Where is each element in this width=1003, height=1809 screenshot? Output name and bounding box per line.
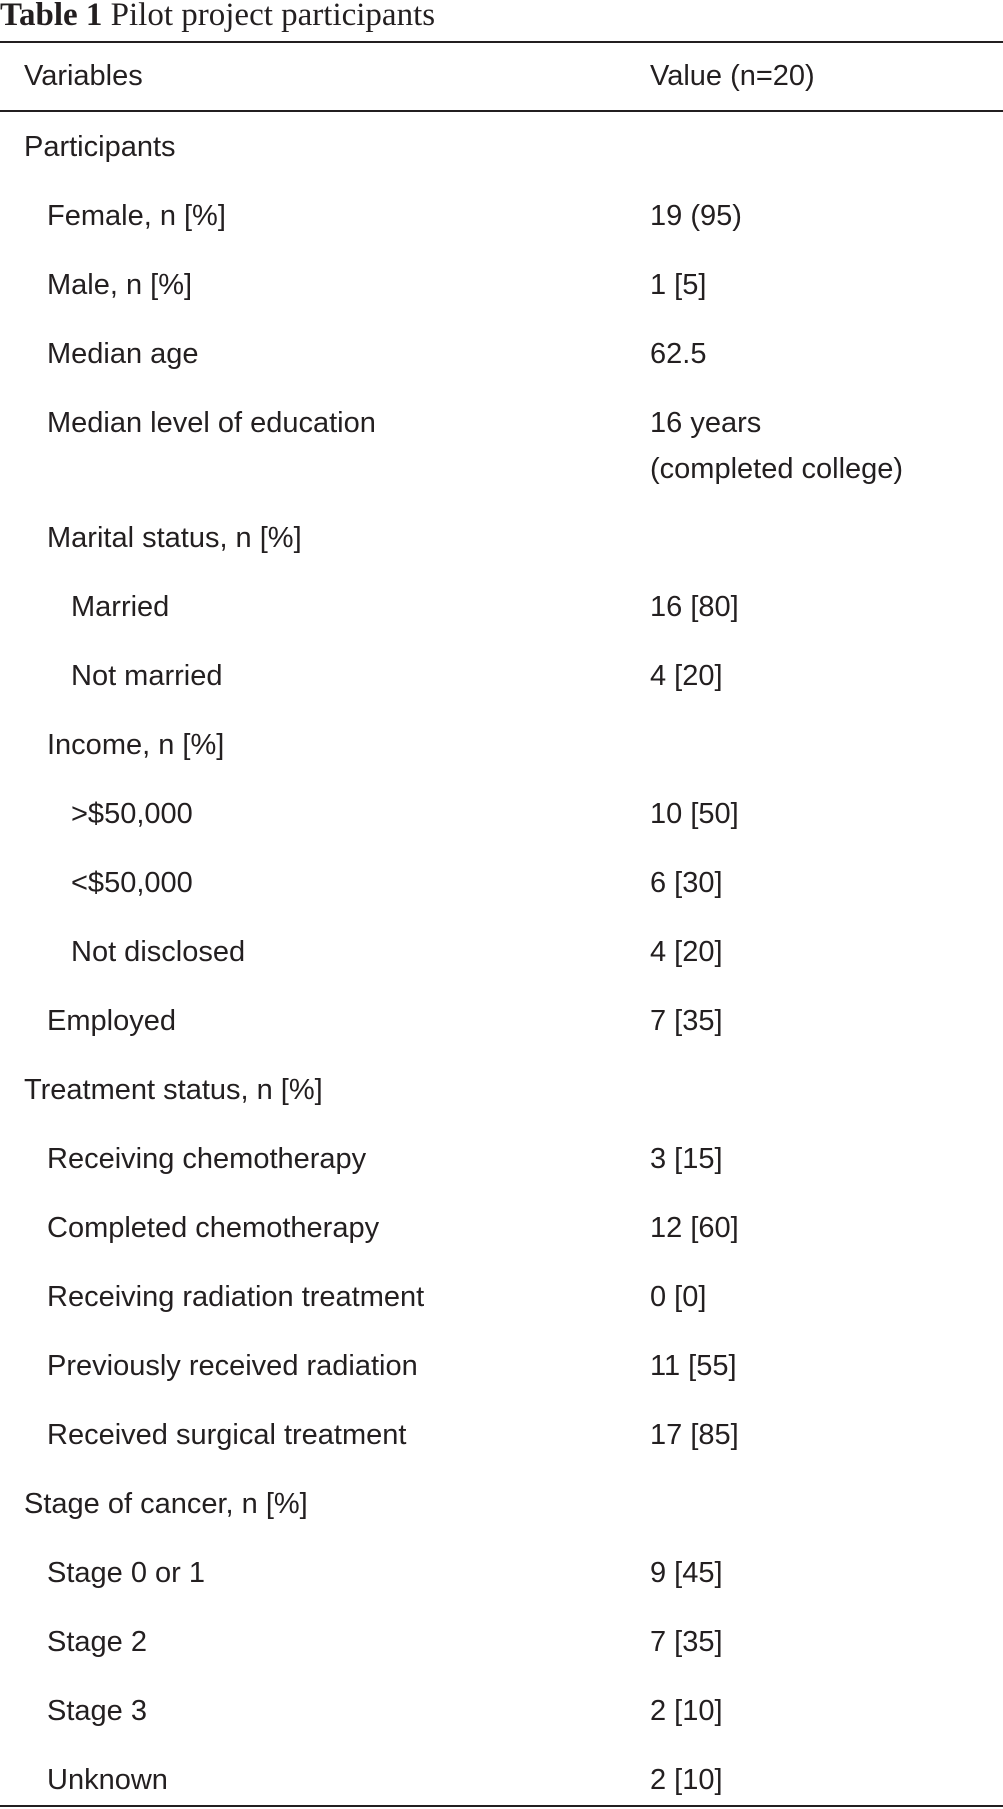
- row-label: Employed: [47, 1005, 176, 1037]
- row-label: Not disclosed: [71, 936, 246, 968]
- row-value: 6 [30]: [650, 867, 723, 899]
- table-title: Pilot project participants: [110, 0, 436, 33]
- row-label: Marital status, n [%]: [47, 522, 302, 554]
- table-number: Table 1: [0, 0, 103, 33]
- top-rule: [0, 41, 1003, 43]
- row-label: Stage of cancer, n [%]: [24, 1488, 308, 1520]
- bottom-rule: [0, 1805, 1003, 1807]
- row-label: Treatment status, n [%]: [24, 1074, 323, 1106]
- row-value: 11 [55]: [650, 1350, 737, 1382]
- row-value: 0 [0]: [650, 1281, 707, 1313]
- row-label: Stage 3: [47, 1695, 147, 1727]
- table-caption: [0, 0, 1003, 40]
- header-value: Value (n=20): [650, 60, 815, 92]
- table-body: [0, 112, 1003, 1804]
- row-label: Not married: [71, 660, 223, 692]
- row-value: 1 [5]: [650, 269, 707, 301]
- row-label: >$50,000: [71, 798, 193, 830]
- row-value: 62.5: [650, 338, 707, 370]
- row-value: 2 [10]: [650, 1695, 723, 1727]
- row-label: <$50,000: [71, 867, 193, 899]
- row-label: Unknown: [47, 1764, 168, 1796]
- row-label: Female, n [%]: [47, 200, 226, 232]
- row-value: 7 [35]: [650, 1005, 723, 1037]
- row-value: 16 [80]: [650, 591, 739, 623]
- row-value: 19 (95): [650, 200, 742, 232]
- row-label: Median level of education: [47, 407, 376, 439]
- row-value: 4 [20]: [650, 660, 723, 692]
- row-label: Median age: [47, 338, 199, 370]
- table-header: [0, 53, 1003, 99]
- row-label: Stage 0 or 1: [47, 1557, 205, 1589]
- row-label: Previously received radiation: [47, 1350, 418, 1382]
- row-label: Completed chemotherapy: [47, 1212, 380, 1244]
- row-value: 10 [50]: [650, 798, 739, 830]
- row-label: Married: [71, 591, 170, 623]
- row-value: 9 [45]: [650, 1557, 723, 1589]
- row-value: 3 [15]: [650, 1143, 723, 1175]
- row-value: 17 [85]: [650, 1419, 739, 1451]
- row-value-continued: (completed college): [650, 453, 904, 485]
- row-value: 16 years: [650, 407, 762, 439]
- row-value: 4 [20]: [650, 936, 723, 968]
- row-label: Receiving radiation treatment: [47, 1281, 425, 1313]
- row-value: 2 [10]: [650, 1764, 723, 1796]
- row-label: Income, n [%]: [47, 729, 225, 761]
- header-variables: Variables: [24, 60, 143, 92]
- row-value: 7 [35]: [650, 1626, 723, 1658]
- row-label: Receiving chemotherapy: [47, 1143, 367, 1175]
- row-label: Male, n [%]: [47, 269, 193, 301]
- row-label: Received surgical treatment: [47, 1419, 407, 1451]
- row-label: Stage 2: [47, 1626, 147, 1658]
- row-value: 12 [60]: [650, 1212, 739, 1244]
- row-label: Participants: [24, 131, 176, 163]
